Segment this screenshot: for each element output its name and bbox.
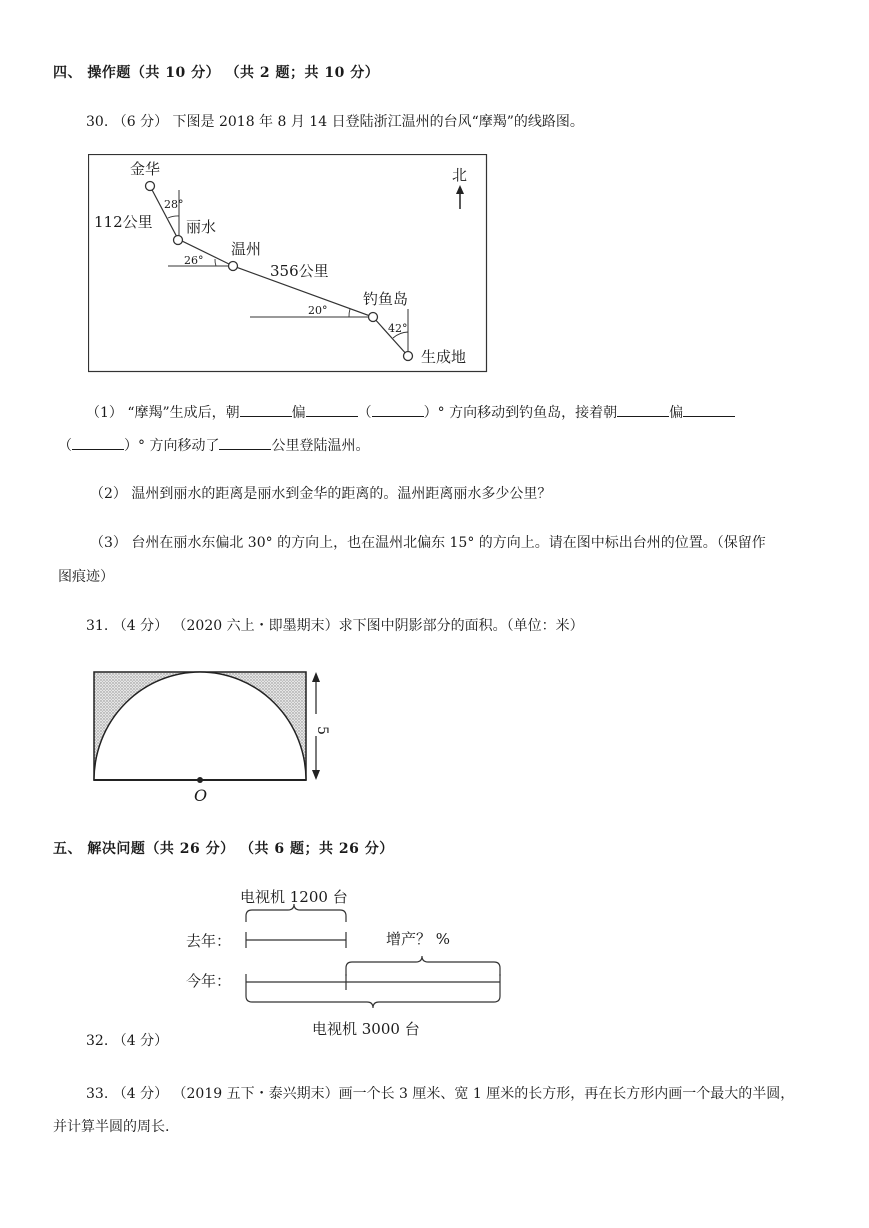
q30-sub1-text-a: （1） “摩羯”生成后，朝 [86, 405, 240, 421]
place-diaoyudao: 钓鱼岛 [363, 290, 409, 308]
tv-production-diagram [182, 882, 502, 1042]
angle-20: 20° [308, 304, 328, 317]
q30-sub1-text-f: （ [58, 438, 72, 454]
q30-sub3-line1: （3） 台州在丽水东偏北 30° 的方向上，也在温州北偏东 15° 的方向上。请在图中标出台州的位置。（保留作 [90, 535, 766, 551]
bottom-label: 电视机 3000 台 [312, 1020, 420, 1038]
question-30-stem: 30. （6 分） 下图是 2018 年 8 月 14 日登陆浙江温州的台风“摩羯”的线路图。 [86, 114, 584, 130]
answer-blank-1[interactable] [240, 402, 292, 417]
typhoon-route-map [88, 154, 488, 374]
this-year-label: 今年： [186, 972, 232, 990]
q30-sub1-text-e: 偏 [669, 405, 684, 421]
section-4-title: 四、 操作题（共 10 分） （共 2 题；共 10 分） [53, 65, 380, 81]
center-label-o: O [194, 786, 208, 805]
q30-sub1-text-c: （ [357, 405, 372, 421]
q30-sub1-line1 [86, 402, 735, 422]
q30-sub1-text-b: 偏 [291, 405, 306, 421]
q30-sub1-text-g: ）° 方向移动了 [124, 438, 220, 454]
top-label: 电视机 1200 台 [240, 888, 348, 906]
q30-sub3-line2: 图痕迹） [58, 569, 114, 585]
angle-42: 42° [388, 322, 408, 335]
q30-sub2: （2） 温州到丽水的距离是丽水到金华的距离的。温州距离丽水多少公里？ [90, 486, 552, 502]
q30-sub1-line2 [58, 435, 369, 455]
place-origin: 生成地 [421, 348, 467, 366]
distance-jinhua-lishui: 112公里 [94, 213, 153, 231]
increase-label: 增产？ % [386, 930, 451, 948]
question-32-label: 32. （4 分） [86, 1033, 169, 1049]
q30-sub1-text-h: 公里登陆温州。 [271, 438, 370, 454]
answer-blank-5[interactable] [683, 402, 735, 417]
distance-wenzhou-diaoyudao: 356公里 [270, 262, 329, 280]
answer-blank-7[interactable] [219, 435, 271, 450]
place-jinhua: 金华 [130, 160, 161, 178]
question-33-line2: 并计算半圆的周长. [53, 1119, 170, 1135]
north-label: 北 [452, 166, 468, 184]
answer-blank-2[interactable] [306, 402, 358, 417]
angle-28: 28° [164, 198, 184, 211]
q30-sub1-text-d: ）° 方向移动到钓鱼岛，接着朝 [423, 405, 618, 421]
last-year-label: 去年： [186, 932, 232, 950]
answer-blank-3[interactable] [372, 402, 424, 417]
place-wenzhou: 温州 [231, 240, 262, 258]
answer-blank-6[interactable] [72, 435, 124, 450]
semicircle-figure [88, 664, 348, 814]
section-5-title: 五、 解决问题（共 26 分） （共 6 题；共 26 分） [53, 841, 394, 857]
answer-blank-4[interactable] [617, 402, 669, 417]
place-lishui: 丽水 [186, 218, 217, 236]
height-label-5: 5 [314, 726, 330, 735]
angle-26: 26° [184, 254, 204, 267]
question-31-stem: 31. （4 分） （2020 六上・即墨期末）求下图中阴影部分的面积。（单位：米） [86, 618, 584, 634]
question-33-line1: 33. （4 分） （2019 五下・泰兴期末）画一个长 3 厘米、宽 1 厘米的长方形，再在长方形内画一个最大的半圆， [86, 1086, 795, 1102]
